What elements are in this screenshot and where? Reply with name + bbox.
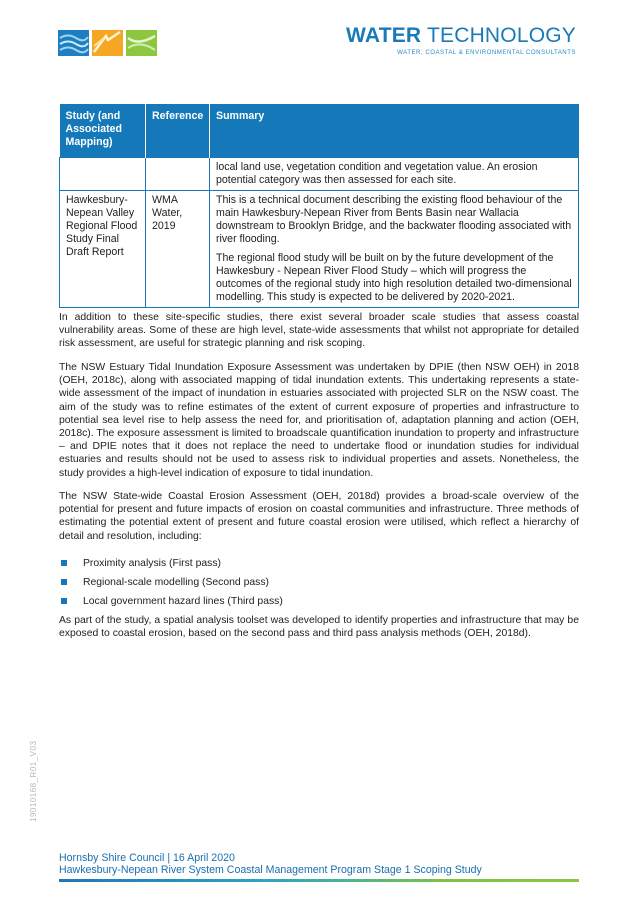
bullet-square-icon [61,579,67,585]
cell-reference: WMA Water, 2019 [146,191,210,308]
water-technology-logo-icon [58,26,158,60]
bullet-square-icon [61,598,67,604]
list-item [59,557,579,576]
studies-table [59,104,579,308]
document-code: 19010168_R01_V03 [29,740,38,822]
methods-list [59,557,579,614]
bullet-square-icon [61,560,67,566]
brand-block [346,25,576,56]
cell-summary [210,191,579,308]
header-study: Study (and Associated Mapping) [60,104,146,158]
cell-study [60,158,146,191]
cell-summary [210,158,579,191]
brand-name-bold: WATER [346,24,422,47]
list-item [59,595,579,614]
header-summary: Summary [210,104,579,158]
body-paragraph: The NSW State-wide Coastal Erosion Assessment (OEH, 2018d) provides a broad-scale overview of the potential for present and future impacts of erosion on coastal communities and infrastructure. Three methods of estimating the potential extent of present and future coastal erosion were utilised, which reflect a hierarchy of detail and resolution, including: [59,491,579,542]
body-paragraph: The NSW Estuary Tidal Inundation Exposure Assessment was undertaken by DPIE (then NSW OEH) in 2018 (OEH, 2018c), along with associated mapping of tidal inundation extents. This undertaking represents a state-wide assessment of the impact of inundation in estuaries associated with projected SLR on the NSW coast. The aim of the study was to refine estimates of the extent of current exposure of properties and infrastructure to potential sea level rise to help assess the need for, and prioritisation of, adaptation planning and action (OEH, 2018c). The exposure assessment is limited to broadscale quantification inundation to property and infrastructure – and DPIE notes that it does not replace the need to undertake flood or inundation studies for individual estuaries and results should not be used to assess risk to individual properties and assets. Nonetheless, the study provides a high-level indication of exposure to tidal inundation. [59,362,579,479]
header-reference: Reference [146,104,210,158]
brand-name [346,25,576,47]
list-item-text: Local government hazard lines (Third pass) [83,596,283,607]
summary-paragraph: This is a technical document describing the existing flood behaviour of the main Hawkesbury-Nepean River from Bents Basin near Wallacia downstream to Brooklyn Bridge, and the backwater flooding associated with river flooding. [216,194,572,245]
table-row [60,191,579,308]
footer [59,852,482,876]
footer-gradient-bar [59,879,579,882]
list-item-text: Proximity analysis (First pass) [83,558,221,569]
brand-tagline: WATER, COASTAL & ENVIRONMENTAL CONSULTANTS [397,49,576,56]
cell-reference [146,158,210,191]
body-paragraph: In addition to these site-specific studies, there exist several broader scale studies that assess coastal vulnerability areas. Some of these are high level, state-wide assessments that whilst not appropriate for detailed risk assessment, are useful for strategic planning and risk scoping. [59,312,579,350]
footer-client-date: Hornsby Shire Council | 16 April 2020 [59,852,235,864]
summary-paragraph: local land use, vegetation condition and vegetation value. An erosion potential category was then assessed for each site. [216,161,538,186]
brand-name-light: TECHNOLOGY [426,24,576,47]
list-item [59,576,579,595]
summary-paragraph: The regional flood study will be built on by the future development of the Hawkesbury - Nepean River Flood Study – which will progress the outcomes of the regional study into high resolution detailed two-dimensional modelling. This study is expected to be delivered by 2020-2021. [216,252,572,303]
list-item-text: Regional-scale modelling (Second pass) [83,577,269,588]
table-row [60,158,579,191]
cell-study: Hawkesbury-Nepean Valley Regional Flood Study Final Draft Report [60,191,146,308]
table-header-row [60,104,579,158]
body-paragraph: As part of the study, a spatial analysis toolset was developed to identify properties and infrastructure that may be exposed to coastal erosion, based on the second pass and third pass analysis methods (OEH, 2018d). [59,615,579,640]
footer-project-title: Hawkesbury-Nepean River System Coastal Management Program Stage 1 Scoping Study [59,864,482,876]
